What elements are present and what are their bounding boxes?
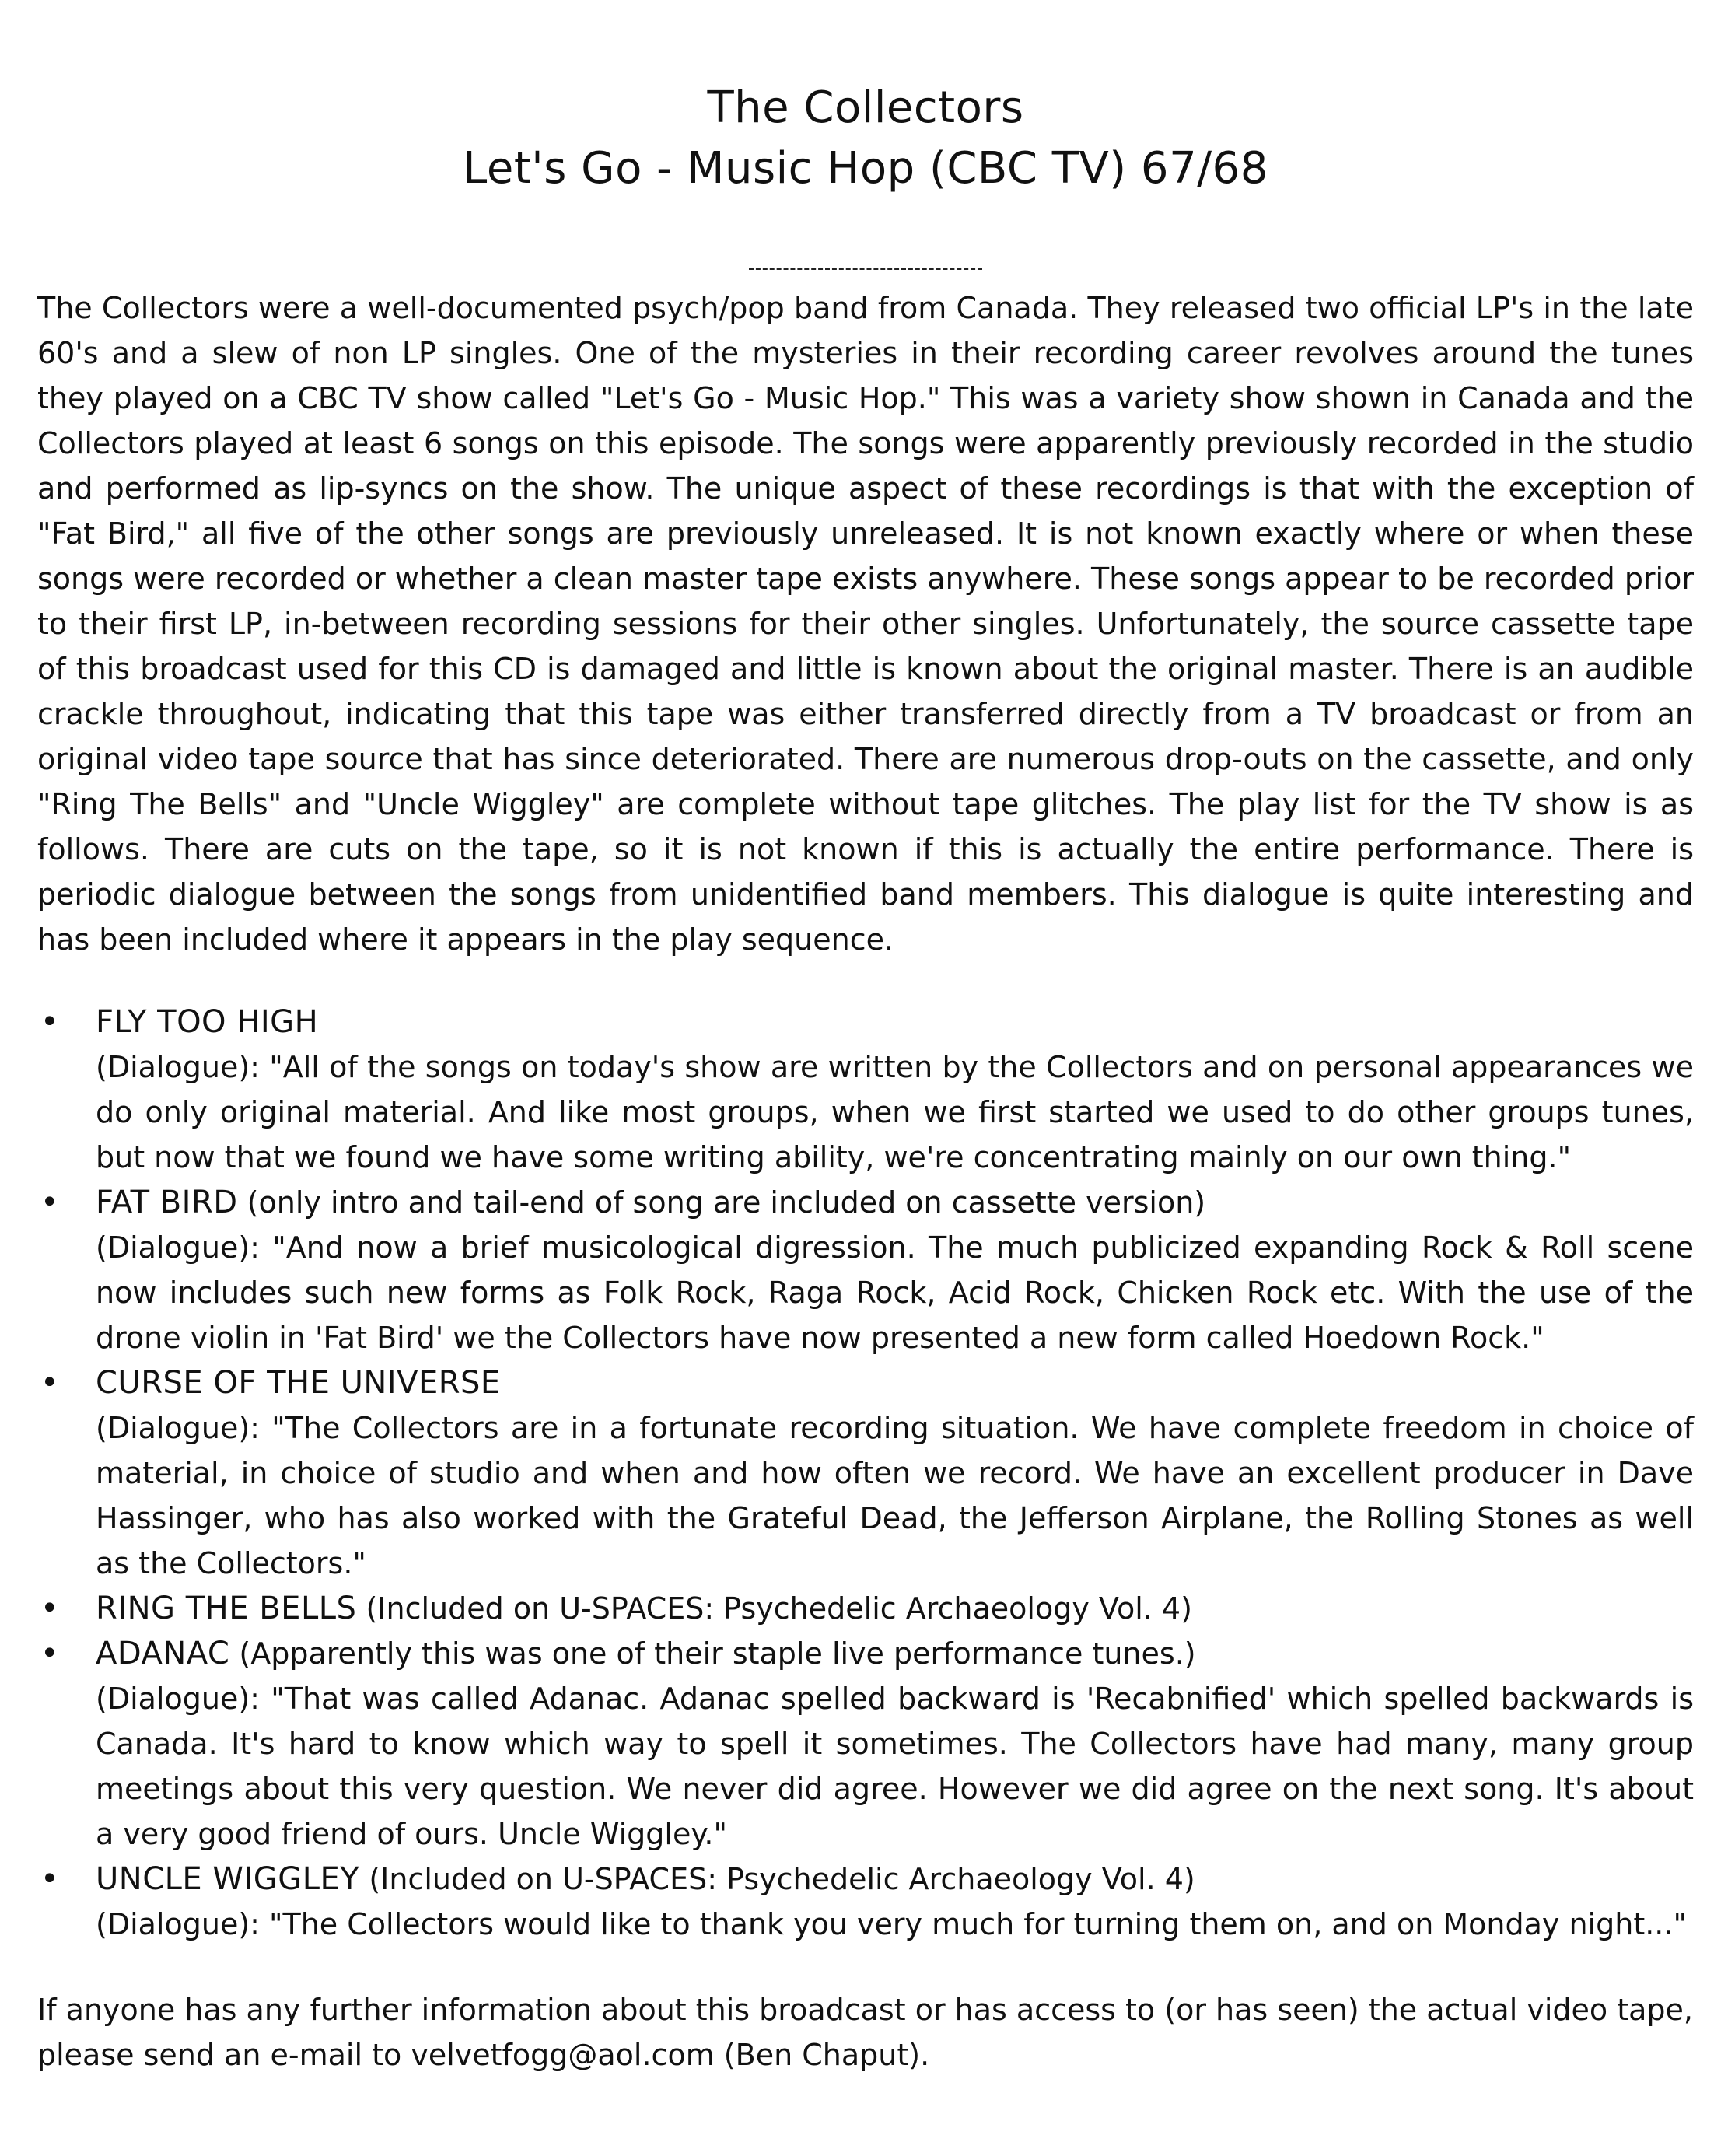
song-list	[37, 999, 1694, 1947]
bullet-icon: •	[40, 1591, 59, 1626]
page-title: The Collectors	[707, 82, 1024, 133]
song-dialogue: (Dialogue): "The Collectors are in a fortunate recording situation. We have complete freedom in choice of material, in choice of studio and when and how often we record. We have an excellent producer in Dave Hassinger, who has also worked with the Grateful Dead, the Jefferson Airplane, the Rolling Stones as well as the Collectors."	[96, 1411, 1694, 1580]
song-title: ADANAC	[96, 1636, 230, 1671]
intro-paragraph: The Collectors were a well-documented psych/pop band from Canada. They released two official LP's in the late 60's and a slew of non LP singles. One of the mysteries in their recording career revolves around the tunes they played on a CBC TV show called "Let's Go - Music Hop." This was a variety show shown in Canada and the Collectors played at least 6 songs on this episode. The songs were apparently previously recorded in the studio and performed as lip-syncs on the show. The unique aspect of these recordings is that with the exception of "Fat Bird," all five of the other songs are previously unreleased. It is not known exactly where or when these songs were recorded or whether a clean master tape exists anywhere. These songs appear to be recorded prior to their first LP, in-between recording sessions for their other singles. Unfortunately, the source cassette tape of this broadcast used for this CD is damaged and little is known about the original master. There is an audible crackle throughout, indicating that this tape was either transferred directly from a TV broadcast or from an original video tape source that has since deteriorated. There are numerous drop-outs on the cassette, and only "Ring The Bells" and "Uncle Wiggley" are complete without tape glitches. The play list for the TV show is as follows. There are cuts on the tape, so it is not known if this is actually the entire performance. There is periodic dialogue between the songs from unidentified band members. This dialogue is quite interesting and has been included where it appears in the play sequence.	[37, 291, 1694, 957]
song-item	[37, 1360, 1694, 1586]
song-dialogue: (Dialogue): "The Collectors would like to thank you very much for turning them on, and on Monday night..."	[96, 1907, 1687, 1941]
footer-contact-paragraph: If anyone has any further information about this broadcast or has access to (or has seen) the actual video tape, please send an e-mail to velvetfogg@aol.com (Ben Chaput).	[37, 1993, 1693, 2072]
document-page	[37, 78, 1694, 2077]
bullet-icon: •	[40, 1004, 59, 1040]
song-item	[37, 1586, 1694, 1631]
song-title: UNCLE WIGGLEY	[96, 1861, 360, 1897]
song-item	[37, 1631, 1694, 1857]
song-item	[37, 999, 1694, 1180]
song-title: FLY TOO HIGH	[96, 1004, 319, 1040]
bullet-icon: •	[40, 1365, 59, 1401]
page-subtitle: Let's Go - Music Hop (CBC TV) 67/68	[463, 143, 1268, 194]
bullet-icon: •	[40, 1861, 59, 1897]
song-dialogue: (Dialogue): "That was called Adanac. Adanac spelled backward is 'Recabnified' which spelled backwards is Canada. It's hard to know which way to spell it sometimes. The Collectors have had many, many group meetings about this very question. We never did agree. However we did agree on the next song. It's about a very good friend of ours. Uncle Wiggley."	[96, 1682, 1694, 1851]
song-title: FAT BIRD	[96, 1185, 238, 1220]
song-note: (Included on U-SPACES: Psychedelic Archaeology Vol. 4)	[359, 1862, 1195, 1896]
song-item	[37, 1857, 1694, 1947]
bullet-icon: •	[40, 1185, 59, 1220]
song-note: (Included on U-SPACES: Psychedelic Archaeology Vol. 4)	[356, 1591, 1192, 1626]
song-dialogue: (Dialogue): "And now a brief musicological digression. The much publicized expanding Rock & Roll scene now includes such new forms as Folk Rock, Raga Rock, Acid Rock, Chicken Rock etc. With the use of the drone violin in 'Fat Bird' we the Collectors have now presented a new form called Hoedown Rock."	[96, 1230, 1694, 1355]
song-title: RING THE BELLS	[96, 1591, 357, 1626]
song-note: (Apparently this was one of their staple live performance tunes.)	[229, 1636, 1196, 1671]
song-note: (only intro and tail-end of song are included on cassette version)	[237, 1185, 1206, 1220]
bullet-icon: •	[40, 1636, 59, 1671]
song-item	[37, 1180, 1694, 1360]
divider-rule	[749, 268, 982, 270]
song-dialogue: (Dialogue): "All of the songs on today's show are written by the Collectors and on personal appearances we do only original material. And like most groups, when we first started we used to do other groups tunes, but now that we found we have some writing ability, we're concentrating mainly on our own thing."	[96, 1050, 1694, 1174]
song-title: CURSE OF THE UNIVERSE	[96, 1365, 501, 1401]
